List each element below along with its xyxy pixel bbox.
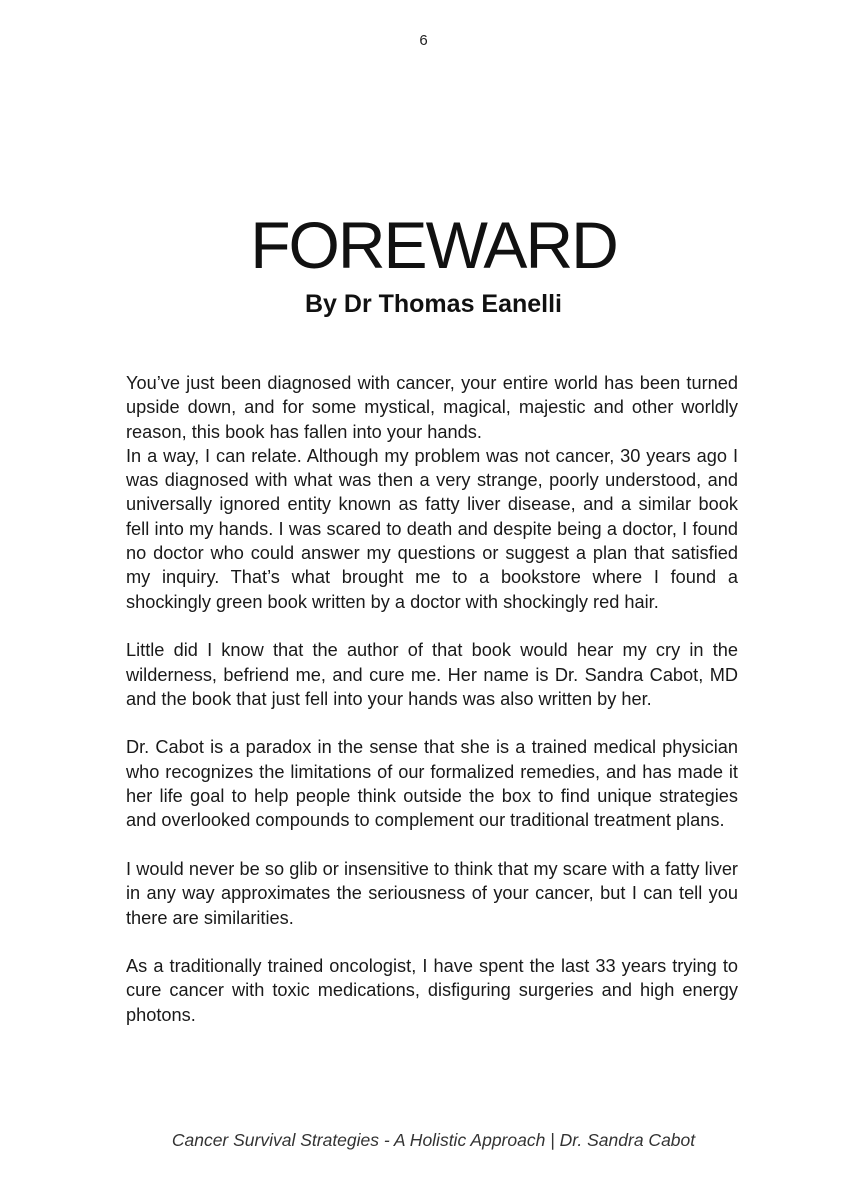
- running-footer: Cancer Survival Strategies - A Holistic Approach | Dr. Sandra Cabot: [171, 1130, 696, 1150]
- paragraph: I would never be so glib or insensitive to think that my scare with a fatty liver in any way approximates the seriousness of your cancer, but I can tell you there are similarities.: [126, 858, 738, 928]
- paragraph: You’ve just been diagnosed with cancer, your entire world has been turned upside down, and for some mystical, magical, majestic and other worldly reason, this book has fallen into your hands.: [126, 373, 738, 442]
- body-text: [126, 371, 738, 1051]
- paragraph: As a traditionally trained oncologist, I have spent the last 33 years trying to cure cancer with toxic medications, disfiguring surgeries and high energy photons.: [126, 956, 738, 1025]
- chapter-byline: By Dr Thomas Eanelli: [304, 290, 563, 318]
- paragraph: Little did I know that the author of that book would hear my cry in the wilderness, befriend me, and cure me. Her name is Dr. Sandra Cabot, MD and the book that just fell into your hands was also written by her.: [126, 640, 738, 709]
- paragraph: Dr. Cabot is a paradox in the sense that she is a trained medical physician who recognizes the limitations of our formalized remedies, and has made it her life goal to help people think outside the box to find unique strategies and overlooked compounds to complement our traditional treatment plans.: [126, 737, 738, 831]
- paragraph: In a way, I can relate. Although my problem was not cancer, 30 years ago I was diagnosed with what was then a very strange, poorly understood, and universally ignored entity known as fatty liver disease, and a similar book fell into my hands. I was scared to death and despite being a doctor, I found no doctor who could answer my questions or suggest a plan that satisfied my inquiry. That’s what brought me to a bookstore where I found a shockingly green book written by a doctor with shockingly red hair.: [126, 445, 738, 612]
- chapter-title: FOREWARD: [250, 208, 617, 282]
- page-number: 6: [419, 32, 428, 49]
